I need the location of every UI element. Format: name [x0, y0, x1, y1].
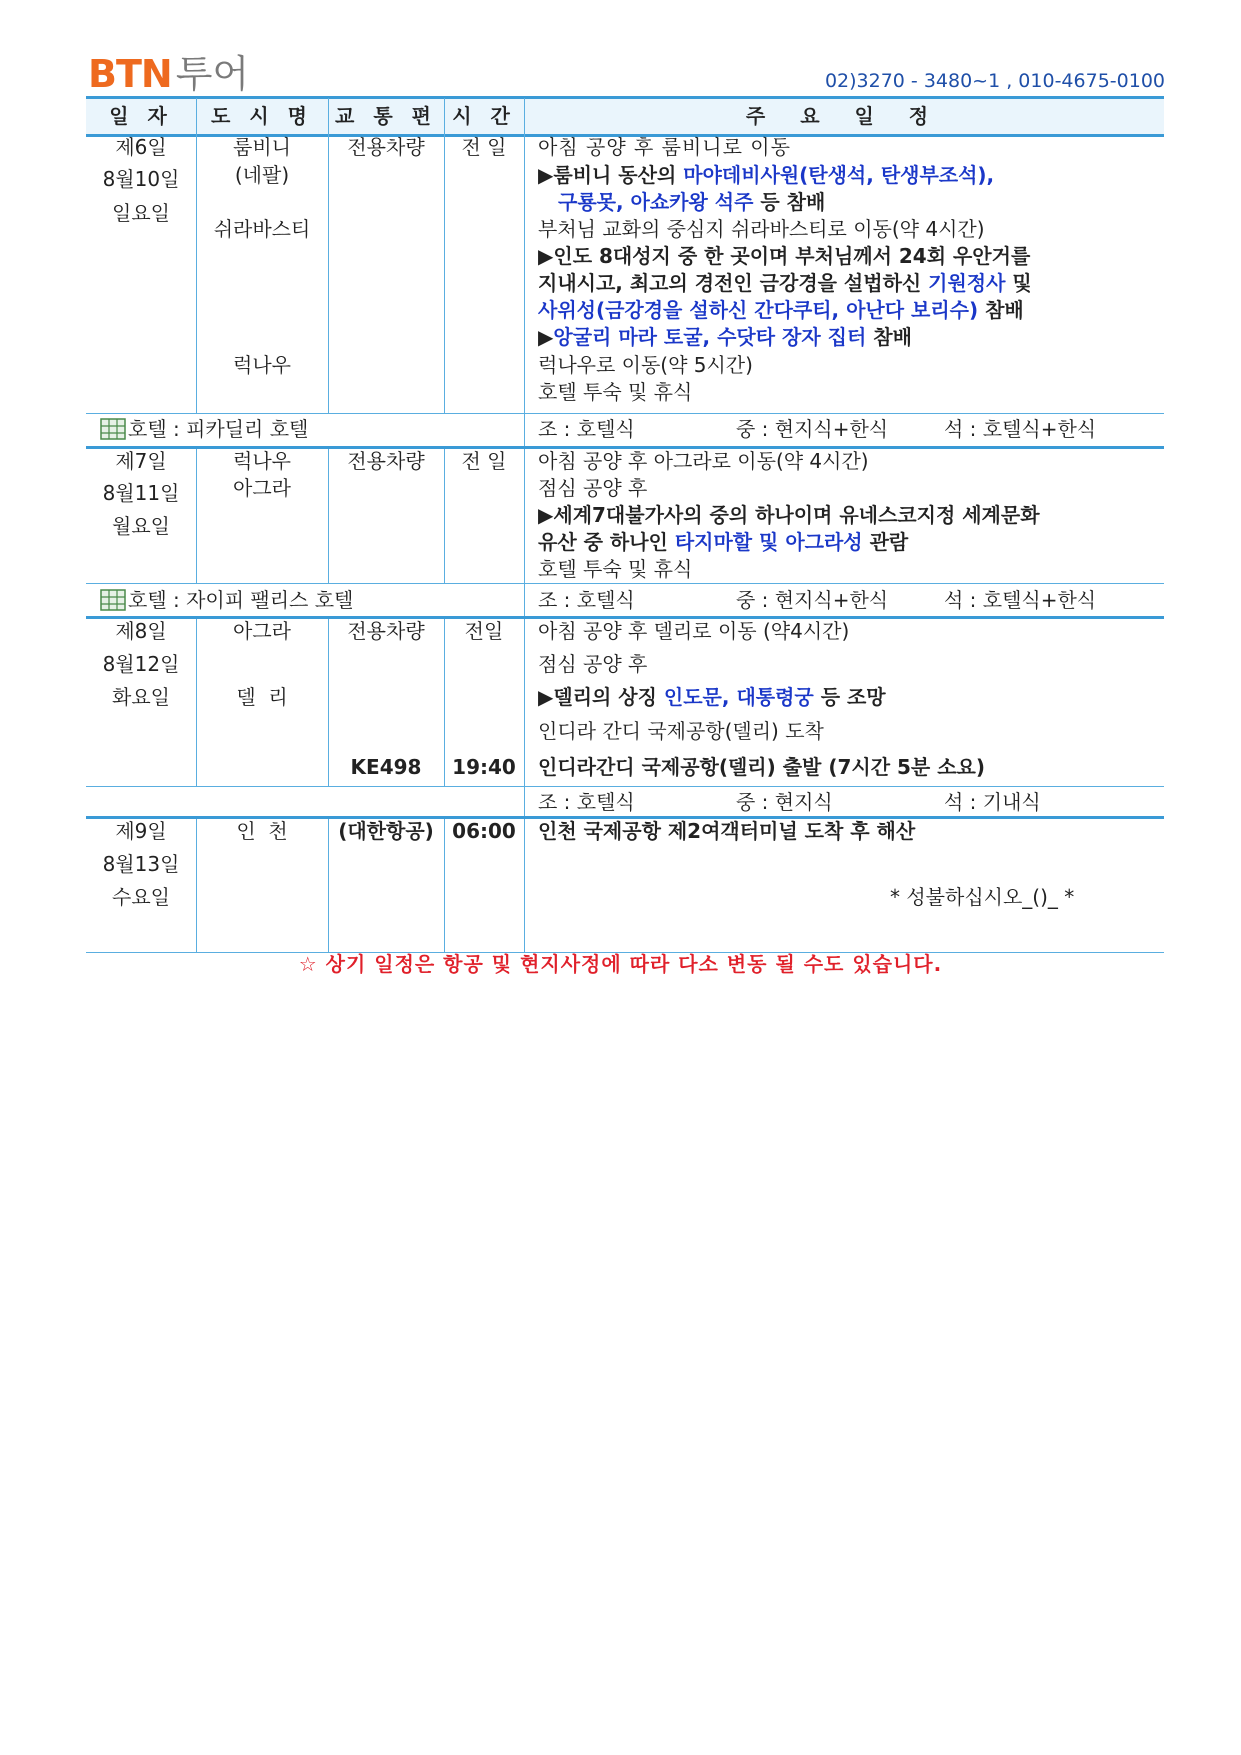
col-divider [524, 98, 525, 446]
day6-city-nepal: (네팔) [234, 163, 290, 187]
row-divider [86, 413, 1164, 414]
day8-line2: 점심 공양 후 [538, 652, 648, 676]
day7-weekday: 월요일 [112, 514, 170, 538]
day6-line3: 구룡못, 아쇼카왕 석주 등 참배 [558, 190, 826, 214]
day6-line6: 지내시고, 최고의 경전인 금강경을 설법하신 기원정사 및 [538, 271, 1032, 295]
day6-date: 8월10일 [102, 167, 180, 191]
logo-btn-text: BTN [88, 52, 172, 96]
day8-flight: KE498 [350, 755, 422, 779]
day9-date: 8월13일 [102, 852, 180, 876]
col-header-date: 일 자 [109, 104, 173, 128]
day7-transport: 전용차량 [347, 449, 425, 473]
day8-flight-time: 19:40 [452, 755, 516, 779]
day7-meal-lunch: 중 : 현지식+한식 [736, 588, 889, 612]
day8-line3: ▶델리의 상징 인도문, 대통령궁 등 조망 [538, 685, 886, 709]
logo-tour-text: 투어 [175, 52, 250, 96]
day8-transport: 전용차량 [347, 619, 425, 643]
day7-meal-dinner: 석 : 호텔식+한식 [944, 588, 1097, 612]
day6-city-lumbini: 룸비니 [233, 135, 291, 159]
day6-day: 제6일 [115, 135, 167, 159]
day6-line1: 아침 공양 후 룸비니로 이동 [538, 135, 791, 159]
col-header-itinerary: 주 요 일 정 [745, 104, 943, 128]
day6-line5: ▶인도 8대성지 중 한 곳이며 부처님께서 24회 우안거를 [538, 244, 1031, 268]
hotel-icon [100, 589, 126, 611]
col-divider [524, 448, 525, 616]
day7-hotel: 호텔 : 자이피 팰리스 호텔 [128, 588, 354, 612]
day8-line4: 인디라 간디 국제공항(델리) 도착 [538, 719, 824, 743]
day8-meal-breakfast: 조 : 호텔식 [538, 790, 635, 814]
day8-date: 8월12일 [102, 652, 180, 676]
col-header-city: 도 시 명 [211, 104, 313, 128]
row-divider [86, 583, 1164, 584]
row-divider [86, 786, 1164, 787]
day6-time: 전 일 [461, 135, 507, 159]
day7-line5: 호텔 투숙 및 휴식 [538, 557, 693, 581]
day8-meal-lunch: 중 : 현지식 [736, 790, 833, 814]
day8-weekday: 화요일 [112, 685, 170, 709]
day6-city-lucknow: 럭나우 [233, 353, 291, 377]
col-header-time: 시 간 [452, 104, 516, 128]
day6-meal-breakfast: 조 : 호텔식 [538, 417, 635, 441]
day8-line1: 아침 공양 후 델리로 이동 (약4시간) [538, 619, 850, 643]
day9-time: 06:00 [452, 819, 516, 843]
day8-city-delhi: 델 리 [236, 685, 288, 709]
day7-line2: 점심 공양 후 [538, 476, 648, 500]
hotel-icon [100, 418, 126, 440]
day7-city-agra: 아그라 [233, 476, 291, 500]
day7-date: 8월11일 [102, 481, 180, 505]
schedule-change-notice: ☆ 상기 일정은 항공 및 현지사정에 따라 다소 변동 될 수도 있습니다. [298, 952, 943, 976]
day6-line7: 사위성(금강경을 설하신 간다쿠티, 아난다 보리수) 참배 [538, 298, 1024, 322]
day9-line2: * 성불하십시오_()_ * [890, 885, 1075, 909]
day9-transport: (대한항공) [338, 819, 434, 843]
col-divider [524, 818, 525, 953]
day8-city-agra: 아그라 [233, 619, 291, 643]
day7-city-lucknow: 럭나우 [233, 449, 291, 473]
day9-line1: 인천 국제공항 제2여객터미널 도착 후 해산 [538, 819, 916, 843]
day6-meal-dinner: 석 : 호텔식+한식 [944, 417, 1097, 441]
day9-city-incheon: 인 천 [236, 819, 288, 843]
day6-city-shravasti: 쉬라바스티 [213, 217, 311, 241]
day7-line4: 유산 중 하나인 타지마할 및 아그라성 관람 [538, 530, 909, 554]
day7-time: 전 일 [461, 449, 507, 473]
day7-line1: 아침 공양 후 아그라로 이동(약 4시간) [538, 449, 869, 473]
day6-meal-lunch: 중 : 현지식+한식 [736, 417, 889, 441]
brand-logo [88, 52, 249, 94]
day6-line9: 럭나우로 이동(약 5시간) [538, 353, 753, 377]
day8-time: 전일 [464, 619, 504, 643]
day6-hotel: 호텔 : 피카딜리 호텔 [128, 417, 309, 441]
contact-phone: 02)3270 - 3480~1 , 010-4675-0100 [824, 70, 1165, 92]
day7-meal-breakfast: 조 : 호텔식 [538, 588, 635, 612]
day8-day: 제8일 [115, 619, 167, 643]
day6-line2: ▶룸비니 동산의 마야데비사원(탄생석, 탄생부조석), [538, 163, 995, 187]
day8-line5: 인디라간디 국제공항(델리) 출발 (7시간 5분 소요) [538, 755, 985, 779]
day7-line3: ▶세계7대불가사의 중의 하나이며 유네스코지정 세계문화 [538, 503, 1040, 527]
day7-day: 제7일 [115, 449, 167, 473]
day6-transport: 전용차량 [347, 135, 425, 159]
day8-meal-dinner: 석 : 기내식 [944, 790, 1041, 814]
day6-line10: 호텔 투숙 및 휴식 [538, 380, 693, 404]
day9-day: 제9일 [115, 819, 167, 843]
col-divider [524, 618, 525, 818]
col-header-transport: 교 통 편 [335, 104, 437, 128]
day6-line4: 부처님 교화의 중심지 쉬라바스티로 이동(약 4시간) [538, 217, 985, 241]
day6-line8: ▶앙굴리 마라 토굴, 수닷타 장자 집터 참배 [538, 325, 912, 349]
day9-weekday: 수요일 [112, 885, 170, 909]
day6-weekday: 일요일 [112, 201, 170, 225]
